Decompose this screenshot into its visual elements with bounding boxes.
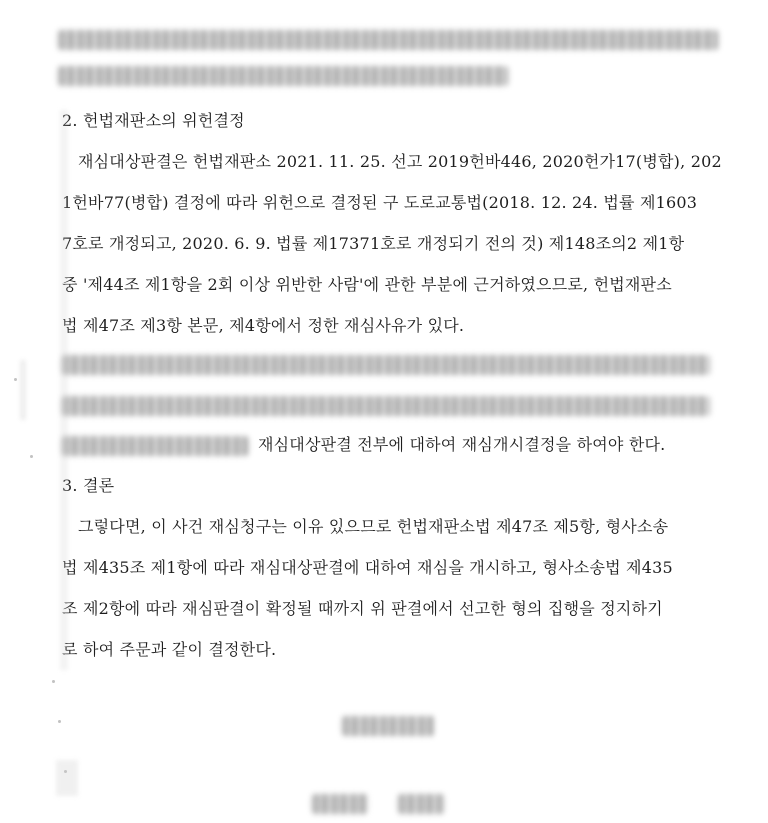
section-heading: 3. 결론 (62, 476, 115, 495)
paragraph-line: 재심대상판결 전부에 대하여 재심개시결정을 하여야 한다. (258, 435, 666, 454)
paragraph-line: 그렇다면, 이 사건 재심청구는 이유 있으므로 헌법재판소법 제47조 제5항, 형사소송 (78, 517, 669, 536)
paragraph-line: 1헌바77(병합) 결정에 따라 위헌으로 결정된 구 도로교통법(2018. 12. 24. 법률 제1603 (62, 193, 698, 212)
scan-speck (30, 455, 33, 458)
scan-speck (58, 720, 61, 723)
paragraph-line: 중 '제44조 제1항을 2회 이상 위반한 사람'에 관한 부분에 근거하였으므로, 헌법재판소 (62, 275, 672, 294)
scan-speck (14, 378, 17, 381)
redacted-text-block (62, 355, 710, 375)
paragraph-line: 로 하여 주문과 같이 결정한다. (62, 640, 277, 659)
redacted-signature (398, 794, 444, 814)
scan-smudge (60, 110, 68, 670)
scan-speck (52, 680, 55, 683)
redacted-text-block (62, 396, 710, 416)
paragraph-line: 법 제47조 제3항 본문, 제4항에서 정한 재심사유가 있다. (62, 316, 465, 335)
redacted-text-block (62, 436, 248, 456)
scan-smudge (20, 360, 26, 420)
redacted-text-block (58, 66, 508, 86)
redacted-date (342, 716, 434, 736)
scan-smudge (56, 760, 78, 796)
redacted-signature (312, 794, 368, 814)
section-heading: 2. 헌법재판소의 위헌결정 (62, 111, 245, 130)
paragraph-line: 조 제2항에 따라 재심판결이 확정될 때까지 위 판결에서 선고한 형의 집행을 정지하기 (62, 599, 663, 618)
paragraph-line: 재심대상판결은 헌법재판소 2021. 11. 25. 선고 2019헌바446, 2020헌가17(병합), 202 (78, 152, 722, 171)
redacted-text-block (58, 30, 718, 50)
paragraph-line: 7호로 개정되고, 2020. 6. 9. 법률 제17371호로 개정되기 전의 것) 제148조의2 제1항 (62, 234, 685, 253)
paragraph-line: 법 제435조 제1항에 따라 재심대상판결에 대하여 재심을 개시하고, 형사소송법 제435 (62, 558, 673, 577)
